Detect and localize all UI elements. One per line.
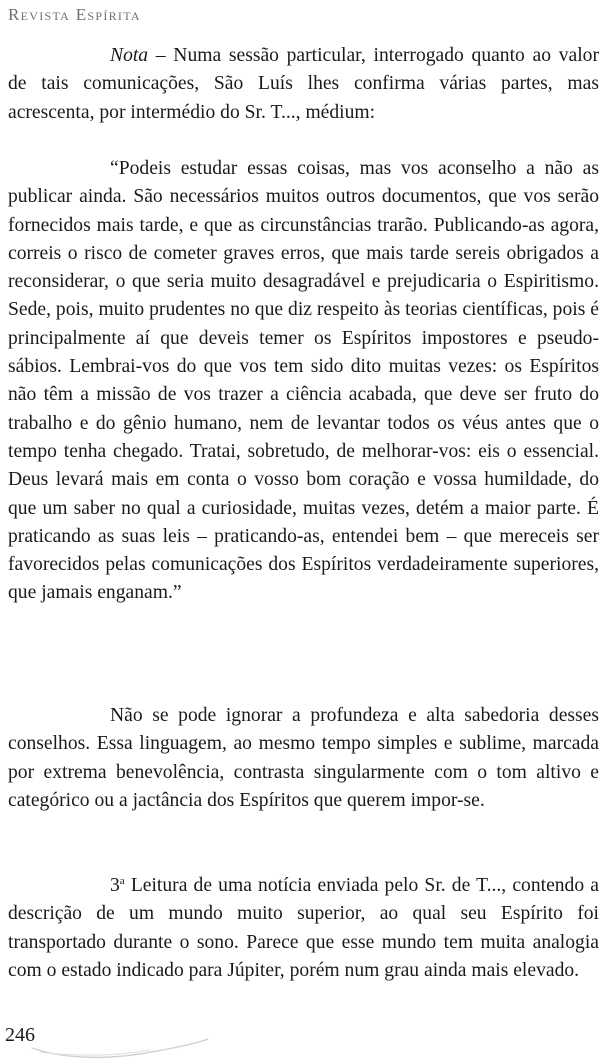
paragraph-nota: [8, 42, 599, 127]
nota-label: Nota: [110, 45, 149, 66]
running-head: Revista Espírita: [8, 5, 141, 24]
commentary-text: Não se pode ignorar a profundeza e alta sabedoria desses conselhos. Essa linguagem, ao mesmo tempo simples e sublime, marcada por extrema benevolência, contrasta singularmente com o tom altivo e categórico ou a jactância dos Espíritos que querem impor-se.: [8, 705, 599, 811]
third-reading-text: [8, 872, 599, 985]
ordinal-number: 3: [110, 875, 120, 896]
paragraph-quotation: [8, 155, 599, 608]
page-number: 246: [5, 1024, 35, 1046]
ordinal-indicator: a: [119, 875, 125, 887]
footer-ornament: [30, 1030, 210, 1060]
paragraph-nota-text: [8, 42, 599, 127]
paragraph-commentary: [8, 702, 599, 815]
paragraph-third-reading: [8, 872, 599, 985]
quotation-text: “Podeis estudar essas coisas, mas vos aconselho a não as publicar ainda. São necessários muitos outros documentos, que vos serão fornecidos mais tarde, e que as circunstâncias trarão. Publicando-as agora, correis o risco de cometer graves erros, que mais tarde sereis obrigados a reconsiderar, o que seria muito desagradável e prejudicaria o Espiritismo. Sede, pois, muito prudentes no que diz respeito às teorias científicas, pois é principalmente aí que deveis temer os Espíritos impostores e pseudo-sábios. Lembrai-vos do que vos tem sido dito muitas vezes: os Espíritos não têm a missão de vos trazer a ciência acabada, que deve ser fruto do trabalho e do gênio humano, nem de levantar todos os véus antes que o tempo tenha chegado. Tratai, sobretudo, de melhorar-vos: eis o essencial. Deus levará mais em conta o vosso bom coração e vossa humildade, do que um saber no qual a curiosidade, muitas vezes, detém a maior parte. É praticando as suas leis – praticando-as, entendei bem – que mereceis ser favorecidos pelas comunicações dos Espíritos verdadeiramente superiores, que jamais enganam.”: [8, 158, 599, 604]
nota-body: – Numa sessão particular, interrogado quanto ao valor de tais comunicações, São Luís lhes confirma várias partes, mas acrescenta, por intermédio do Sr. T..., médium:: [8, 45, 599, 123]
third-reading-body: Leitura de uma notícia enviada pelo Sr. de T..., contendo a descrição de um mundo muito superior, ao qual seu Espírito foi transportado durante o sono. Parece que esse mundo tem muita analogia com o estado indicado para Júpiter, porém num grau ainda mais elevado.: [8, 875, 599, 981]
